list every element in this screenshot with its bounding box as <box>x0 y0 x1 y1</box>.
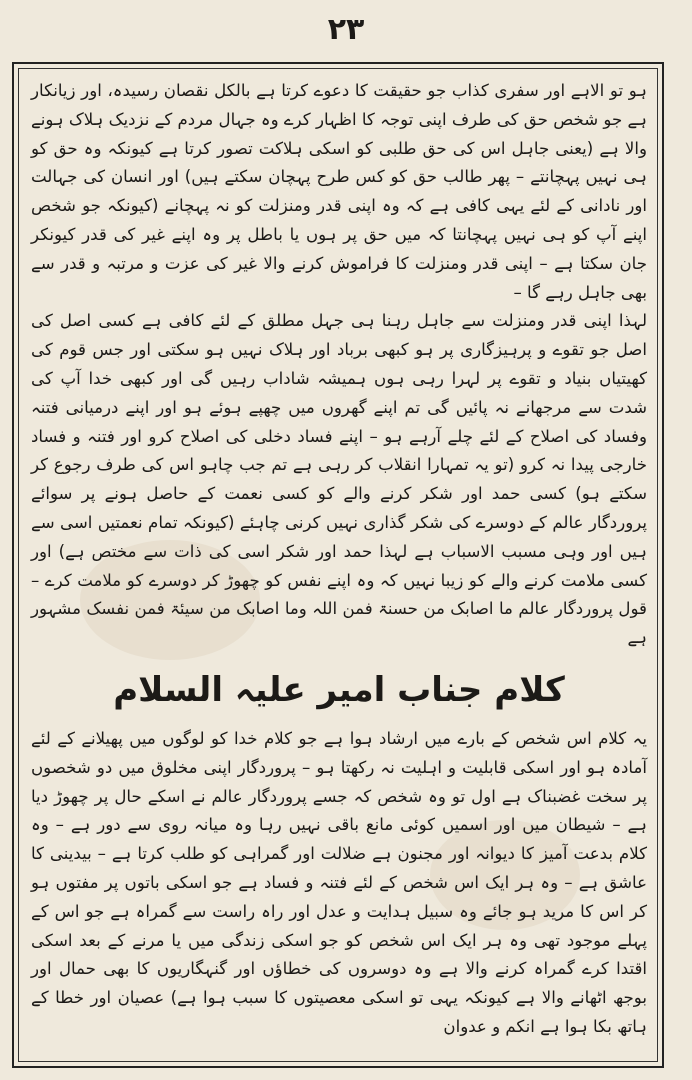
body-paragraph-3: یہ کلام اس شخص کے بارے میں ارشاد ہوا ہے جو کلام خدا کو لوگوں میں پھیلانے کے لئے آمادہ ہو اور اسکی قابلیت و اہلیت نہ رکھتا ہو – پروردگار اپنی مخلوق میں دو شخصوں پر سخت غضبناک ہے اول تو وہ شخص کہ جسے پروردگار عالم نے اسکے حال پر چھوڑ دیا ہے – شیطان میں اور اسمیں کوئی مانع باقی نہیں رہا وہ میانہ روی سے دور ہے – وہ کلام بدعت آمیز کا دیوانہ اور مجنون ہے ضلالت اور گمراہی کو طلب کرتا ہے – بیدینی کا عاشق ہے – وہ ہر ایک اس شخص کے لئے فتنہ و فساد ہے جو اسکی باتوں پر مفتوں ہو کر اس کا مرید ہو جائے وہ سبیل ہدایت و عدل اور راہ راست سے گمراہ ہے جو اس کے پہلے موجود تھی وہ ہر ایک اس شخص کو جو اسکی زندگی میں یا مرنے کے بعد اسکی اقتدا کرے گمراہ کرنے والا ہے وہ دوسروں کی خطاؤں اور گنہگاریوں کا بھی حمال اور بوجھ اٹھانے والا ہے کیونکہ یہی تو اسکی معصیتوں کا سبب ہوا ہے) عصیان اور خطا کے ہاتھ بکا ہوا ہے انکم و عدوان <box>31 728 647 1036</box>
body-paragraph-1: ہو تو الاہے اور سفری کذاب جو حقیقت کا دعوے کرتا ہے بالکل نقصان رسیدہ، اور زیانکار ہے جو شخص حق کی طرف اپنی توجہ کا اظہار کرے وہ جہال مردم کے نزدیک ہلاک ہونے والا ہے (یعنی جاہل اس کی حق طلبی کو اسکی ہلاکت تصور کرتا ہے کیونکہ وہ حق کو ہی نہیں پہچانتے – پھر طالب حق کو کس طرح پہچان سکتے ہیں) اور انسان کی جہالت اور نادانی کے لئے یہی کافی ہے کہ وہ اپنی قدر ومنزلت کو نہ پہچانے (کیونکہ جو شخص اپنے آپ کو ہی نہیں پہچانتا کہ میں حق پر ہوں یا باطل پر وہ اپنے غیر کی قدر کیونکر جان سکتا ہے – اپنی قدر ومنزلت کا فراموش کرنے والا غیر کی عزت و مرتبہ و قدر سے بھی جاہل رہے گا – <box>31 81 647 302</box>
section-heading: کلام جناب امیر علیہ السلام <box>113 669 565 710</box>
page-text-frame <box>18 68 658 1062</box>
section-heading-container <box>31 667 647 713</box>
page-number: ۲۳ <box>327 12 365 47</box>
body-paragraph-2: لہذا اپنی قدر ومنزلت سے جاہل رہنا ہی جہل مطلق کے لئے کافی ہے کسی اصل کی اصل جو تقوے و پرہیزگاری پر ہو کبھی برباد اور ہلاک نہیں ہو سکتی اور جس قوم کی کھیتیاں بنیاد و تقوے پر لہرا رہی ہوں ہمیشہ شاداب رہیں گی اور کبھی خدا آپ کی شدت سے مرجھانے نہ پائیں گی تم اپنے گھروں میں چھپے ہوئے ہو اور اپنے درمیانی فتنہ وفساد کی اصلاح کے لئے چلے آرہے ہو – اپنے فساد دخلی کی اصلاح کرو اور فتنہ و فساد خارجی پیدا نہ کرو (تو یہ تمہارا انقلاب کر رہی ہے تم جب چاہو اس کی طرف رجوع کر سکتے ہو) کسی حمد اور شکر کرنے والے کو کسی نعمت کے حاصل ہونے پر سوائے پروردگار عالم کے دوسرے کی شکر گذاری نہیں کرنی چاہئے (کیونکہ تمام نعمتیں اسی سے ہیں اور وہی مسبب الاسباب ہے لہذا حمد اور شکر اسی کی ذات سے مختص ہے) اور کسی ملامت کرنے والے کو زیبا نہیں کہ وہ اپنے نفس کو چھوڑ کر دوسرے کو ملامت کرے – قول پروردگار عالم ما اصابک من حسنۃ فمن اللہ وما اصابک من سیئۃ فمن نفسک مشہور ہے <box>31 311 647 648</box>
